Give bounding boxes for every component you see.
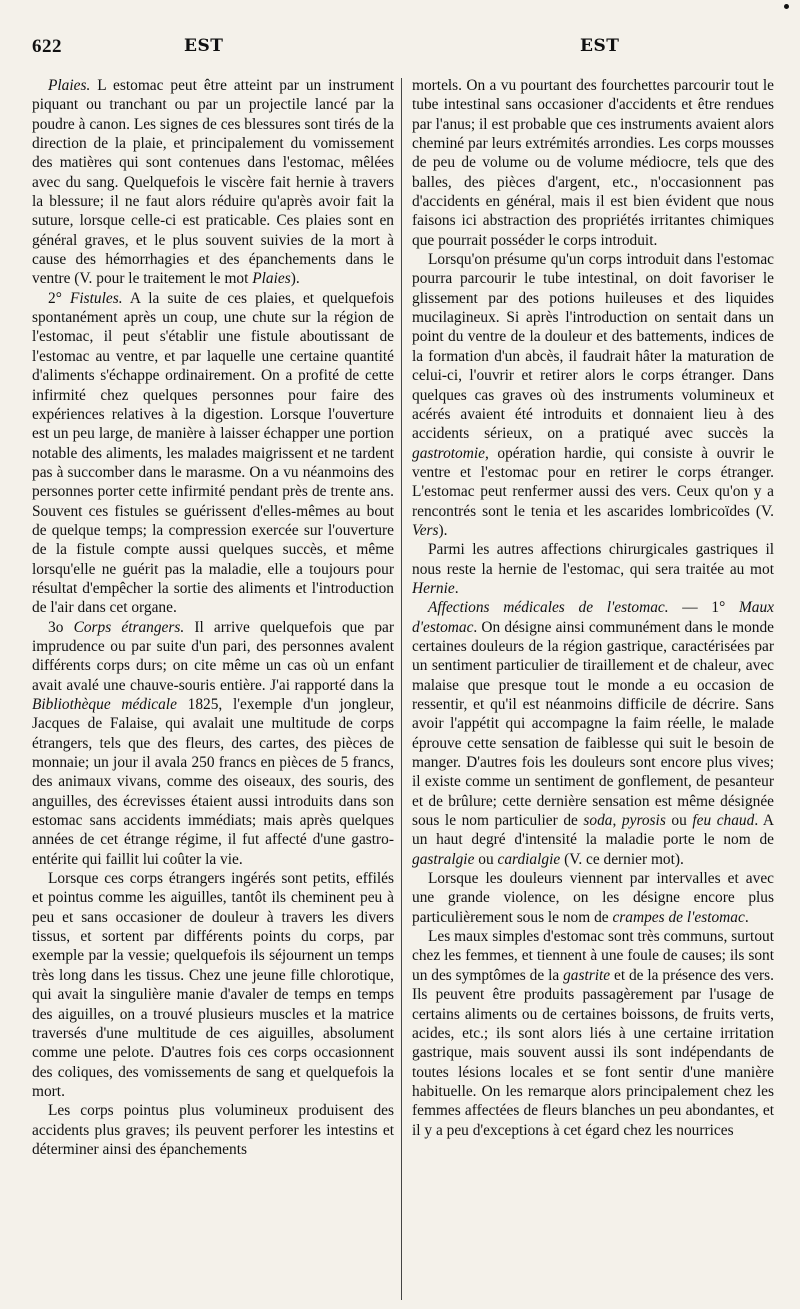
paragraph-text: Les corps pointus plus volumineux produisent des accidents plus graves; ils peuvent perforer les intestins et déterminer ainsi des épanchements bbox=[32, 1102, 394, 1158]
section-title: Corps étrangers. bbox=[73, 618, 185, 636]
left-running-title: EST bbox=[184, 36, 224, 56]
paragraph-text: Lorsqu'on présume qu'un corps introduit dans l'estomac pourra parcourir le tube intestinal, on doit favoriser le glissement par des potions huileuses et des liquides mucilagineux. Si après l'introduction on sentait dans un point du ventre de la douleur et des battements, indices de la formation d'un abcès, il faudrait hâter la maturation de celui-ci, l'ouvrir et retirer alors le corps étranger. Dans quelques cas graves où des instruments volumineux et acérés avaient été introduits et donnaient lieu à des accidents sérieux, on a pratiqué avec succès la bbox=[412, 251, 774, 443]
paragraph-text: — 1° bbox=[668, 599, 739, 617]
italic-reference: Plaies bbox=[252, 270, 291, 288]
running-header bbox=[0, 36, 800, 66]
paragraph bbox=[412, 250, 774, 540]
section-number: 3o bbox=[48, 618, 74, 636]
paragraph-text: ). bbox=[438, 521, 448, 539]
section-title: Affections médicales de l'estomac. bbox=[428, 599, 669, 617]
italic-reference: gastrite bbox=[563, 966, 611, 984]
italic-reference: cardialgie bbox=[497, 850, 561, 868]
paragraph-text: Il arrive quelquefois que par imprudence ou par suite d'un pari, des personnes avalent différents corps durs; on cite même un cas où un enfant avait avalé une chauve-souris entière. J'ai rapporté dans la bbox=[32, 618, 394, 694]
left-column bbox=[32, 76, 394, 1306]
column-divider bbox=[401, 78, 402, 1300]
section-title: Fistules. bbox=[69, 289, 123, 307]
paragraph bbox=[412, 76, 774, 250]
paragraph-text: 1825, l'exemple d'un jongleur, Jacques de Falaise, qui avalait une multitude de corps étrangers, tels que des fleurs, des cartes, des pièces de monnaie; un jour il avala 250 francs en pièces de 5 francs, des animaux vivans, comme des oiseaux, des souris, des anguilles, des écrevisses étaient aussi introduits dans son estomac sans accidents immédiats; mais après quelques années de cet étrange régime, il fut affecté d'une gastro-entérite qui faillit lui coûter la vie. bbox=[32, 696, 394, 868]
italic-reference: gastrotomie bbox=[412, 444, 485, 462]
paragraph bbox=[412, 540, 774, 598]
italic-reference: crampes de l'estomac bbox=[612, 908, 745, 926]
paragraph-text: . bbox=[744, 908, 749, 926]
paragraph-text: . A un haut degré d'intensité la maladie porte le nom de bbox=[412, 812, 774, 849]
ink-speck bbox=[784, 4, 789, 9]
paragraph bbox=[32, 1101, 394, 1159]
italic-reference: Vers bbox=[412, 521, 439, 539]
paragraph bbox=[32, 289, 394, 618]
paragraph-text: L estomac peut être atteint par un instrument piquant ou tranchant ou par un projectile lancé par la poudre à canon. Les signes de ces blessures sont tirés de la direction de la plaie, et principalement du vomissement des matières qui sont contenues dans l'estomac, mêlées avec du sang. Quelquefois le viscère fait hernie à travers la blessure; il ne faut alors réduire qu'après avoir fait la suture, lorsque celle-ci est praticable. Ces plaies sont en général graves, et le plus souvent suivies de la mort à cause des hémorrhagies et des épanchements dans le ventre (V. pour le traitement le mot bbox=[32, 77, 394, 288]
italic-reference: gastralgie bbox=[412, 850, 475, 868]
paragraph bbox=[412, 598, 774, 869]
italic-reference: pyrosis bbox=[621, 812, 666, 830]
paragraph bbox=[32, 618, 394, 869]
italic-reference: feu chaud bbox=[692, 812, 755, 830]
paragraph bbox=[32, 869, 394, 1101]
right-column bbox=[412, 76, 774, 1306]
paragraph-text: . bbox=[454, 579, 459, 597]
section-title: Plaies. bbox=[48, 77, 91, 94]
paragraph-text: A la suite de ces plaies, et quelquefois spontanément après un coup, une chute sur la région de l'estomac, il peut s'établir une fistule aboutissant de l'estomac au ventre, et par laquelle une certaine quantité d'aliments s'échappe ordinairement. On a profité de cette infirmité chez quelques personnes pour faire des expériences relatives à la digestion. Lorsque l'ouverture est un peu large, de manière à laisser échapper une portion notable des aliments, les malades maigrissent et ne tardent pas à succomber dans le marasme. On a vu néanmoins des personnes porter cette infirmité pendant près de trente ans. Souvent ces fistules se guérissent d'elles-mêmes au bout de quelque temps; la compression exercée sur l'ouverture de la fistule compte aussi quelques succès, et même lorsqu'elle ne guérit pas la maladie, elle a toujours pour résultat d'empêcher la sortie des aliments et l'introduction de l'air dans cet organe. bbox=[32, 289, 394, 617]
paragraph-text: ). bbox=[290, 270, 300, 288]
right-running-title: EST bbox=[580, 36, 620, 56]
italic-reference: Hernie bbox=[412, 579, 455, 597]
paragraph-text: mortels. On a vu pourtant des fourchettes parcourir tout le tube intestinal sans occasioner d'accidents et être rendues par l'anus; il est probable que ces instruments avaient alors cheminé par leurs extrémités arrondies. Les corps mousses de peu de volume ou de volume médiocre, tels que des balles, des pièces d'argent, etc., n'occasionnent pas d'accidents en général, mais il est bien évident que nous faisons ici abstraction des propriétés irritantes chimiques que pourrait posséder le corps introduit. bbox=[412, 77, 774, 249]
italic-reference: Bibliothèque médicale bbox=[32, 696, 177, 713]
paragraph-text: ou bbox=[474, 850, 498, 868]
paragraph-text: et de la présence des vers. Ils peuvent être produits passagèrement par l'usage de certains aliments ou de certaines boissons, de fruits verts, acides, etc.; ils sont alors liés à une certaine irritation gastrique, mais souvent aussi ils sont indépendants de toutes lésions locales et se font sentir d'une manière habituelle. On les remarque alors principalement chez les femmes affectées de fleurs blanches un peu abondantes, et il y a peu d'exceptions à cet égard chez les nourrices bbox=[412, 966, 774, 1139]
paragraph-text: Lorsque les douleurs viennent par intervalles et avec une grande violence, on les désigne encore plus particulièrement sous le nom de bbox=[412, 870, 774, 926]
paragraph bbox=[412, 927, 774, 1140]
paragraph bbox=[412, 869, 774, 927]
paragraph-text: , bbox=[612, 812, 622, 830]
paragraph-text: Les maux simples d'estomac sont très communs, surtout chez les femmes, et tiennent à une foule de causes; ils sont un des symptômes de la bbox=[412, 928, 774, 984]
section-number: 2° bbox=[48, 289, 70, 307]
paragraph-text: (V. ce dernier mot). bbox=[560, 850, 684, 868]
paragraph-text: , opération hardie, qui consiste à ouvrir le ventre et l'estomac pour en retirer le corps étranger. L'estomac peut renfermer aussi des vers. Ceux qu'on y a rencontrés sont le tenia et les ascarides lombricoïdes (V. bbox=[412, 444, 774, 520]
italic-reference: soda bbox=[583, 812, 613, 830]
paragraph-text: . On désigne ainsi communément dans le monde certaines douleurs de la région gastrique, caractérisées par un sentiment particulier de tiraillement et de chaleur, avec malaise que presque tout le monde a eu occasion de ressentir, et qu'il est néanmoins difficile de décrire. Sans avoir l'appétit qui accompagne la faim réelle, le malade éprouve cette sensation de faiblesse qui suit le besoin de manger. D'autres fois les douleurs sont encore plus vives; il existe comme un sentiment de gonflement, de pesanteur et de brûlure; cette dernière sensation est même désignée sous le nom particulier de bbox=[412, 618, 774, 830]
paragraph-text: ou bbox=[665, 812, 693, 830]
paragraph bbox=[32, 76, 394, 289]
italic-reference: Maux d'estomac bbox=[412, 599, 774, 636]
page-number: 622 bbox=[32, 36, 62, 57]
paragraph-text: Lorsque ces corps étrangers ingérés sont petits, effilés et pointus comme les aiguilles, tantôt ils cheminent peu à peu et sans occasioner de douleur à travers les divers tissus, et sortent par différents points du corps, par exemple par la vessie; quelquefois ils séjournent un temps très long dans les tissus. Chez une jeune fille chlorotique, qui avait la singulière manie d'avaler de temps en temps des aiguilles, on a trouvé plusieurs muscles et la matrice traversés d'une multitude de ces aiguilles, absolument comme une pelote. D'autres fois ces corps occasionnent des coliques, des vomissements de sang et quelquefois la mort. bbox=[32, 870, 394, 1100]
paragraph-text: Parmi les autres affections chirurgicales gastriques il nous reste la hernie de l'estomac, qui sera traitée au mot bbox=[412, 541, 774, 578]
